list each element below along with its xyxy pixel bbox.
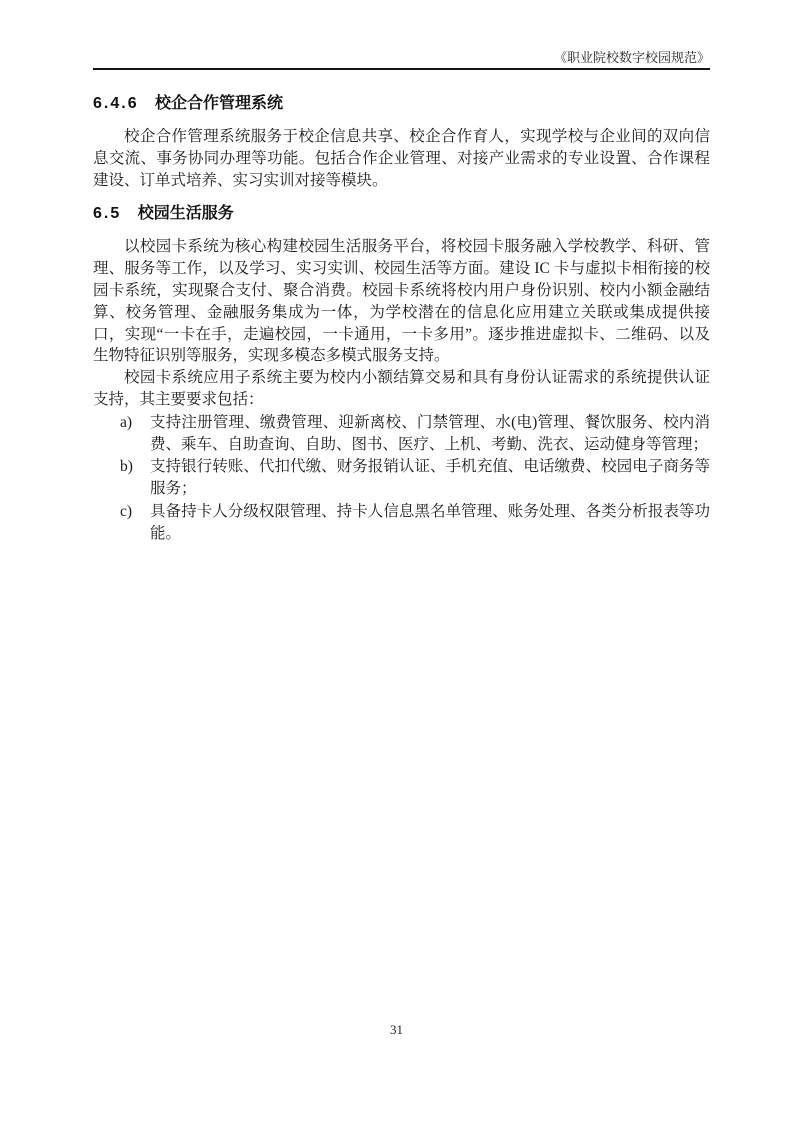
list-marker: c) [120, 502, 133, 520]
section-number: 6.4.6 [93, 95, 139, 112]
section-heading-6-5 [93, 204, 710, 223]
list-item-text: 支持银行转账、代扣代缴、财务报销认证、手机充值、电话缴费、校园电子商务等服务； [150, 458, 710, 498]
list-item-a [120, 412, 710, 456]
page-footer [0, 1022, 793, 1038]
paragraph-65-1: 以校园卡系统为核心构建校园生活服务平台，将校园卡服务融入学校教学、科研、管理、服务等工作，以及学习、实习实训、校园生活等方面。建设 IC 卡与虚拟卡相衔接的校园卡系统，实现聚合支付、聚合消费。校园卡系统将校内用户身份识别、校内小额金融结算、校务管理、金融服务集成为一体，为学校潜在的信息化应用建立关联或集成提供接口，实现“一卡在手，走遍校园，一卡通用，一卡多用”。逐步推进虚拟卡、二维码、以及生物特征识别等服务，实现多模态多模式服务支持。 [93, 238, 710, 365]
list-marker: a) [120, 413, 133, 431]
page-header [93, 50, 710, 70]
page-number: 31 [390, 1022, 403, 1037]
paragraph-646-1: 校企合作管理系统服务于校企信息共享、校企合作育人，实现学校与企业间的双向信息交流、事务协同办理等功能。包括合作企业管理、对接产业需求的专业设置、合作课程建设、订单式培养、实习实训对接等模块。 [93, 128, 710, 189]
list-item-c [120, 501, 710, 545]
section-title: 校园生活服务 [137, 205, 234, 223]
document-content [93, 88, 710, 545]
list-item-text: 具备持卡人分级权限管理、持卡人信息黑名单管理、账务处理、各类分析报表等功能。 [150, 502, 710, 542]
requirements-list [120, 412, 710, 545]
section-heading-6-4-6 [93, 94, 710, 113]
list-item-text: 支持注册管理、缴费管理、迎新离校、门禁管理、水(电)管理、餐饮服务、校内消费、乘车、自助查询、自助、图书、医疗、上机、考勤、洗衣、运动健身等管理； [150, 413, 710, 453]
list-item-b [120, 456, 710, 500]
section-title: 校企合作管理系统 [155, 95, 284, 112]
running-head-title: 《职业院校数字校园规范》 [553, 50, 710, 65]
paragraph-65-2: 校园卡系统应用子系统主要为校内小额结算交易和具有身份认证需求的系统提供认证支持，其主要要求包括： [93, 369, 710, 408]
section-number: 6.5 [93, 205, 122, 223]
list-marker: b) [120, 458, 133, 476]
